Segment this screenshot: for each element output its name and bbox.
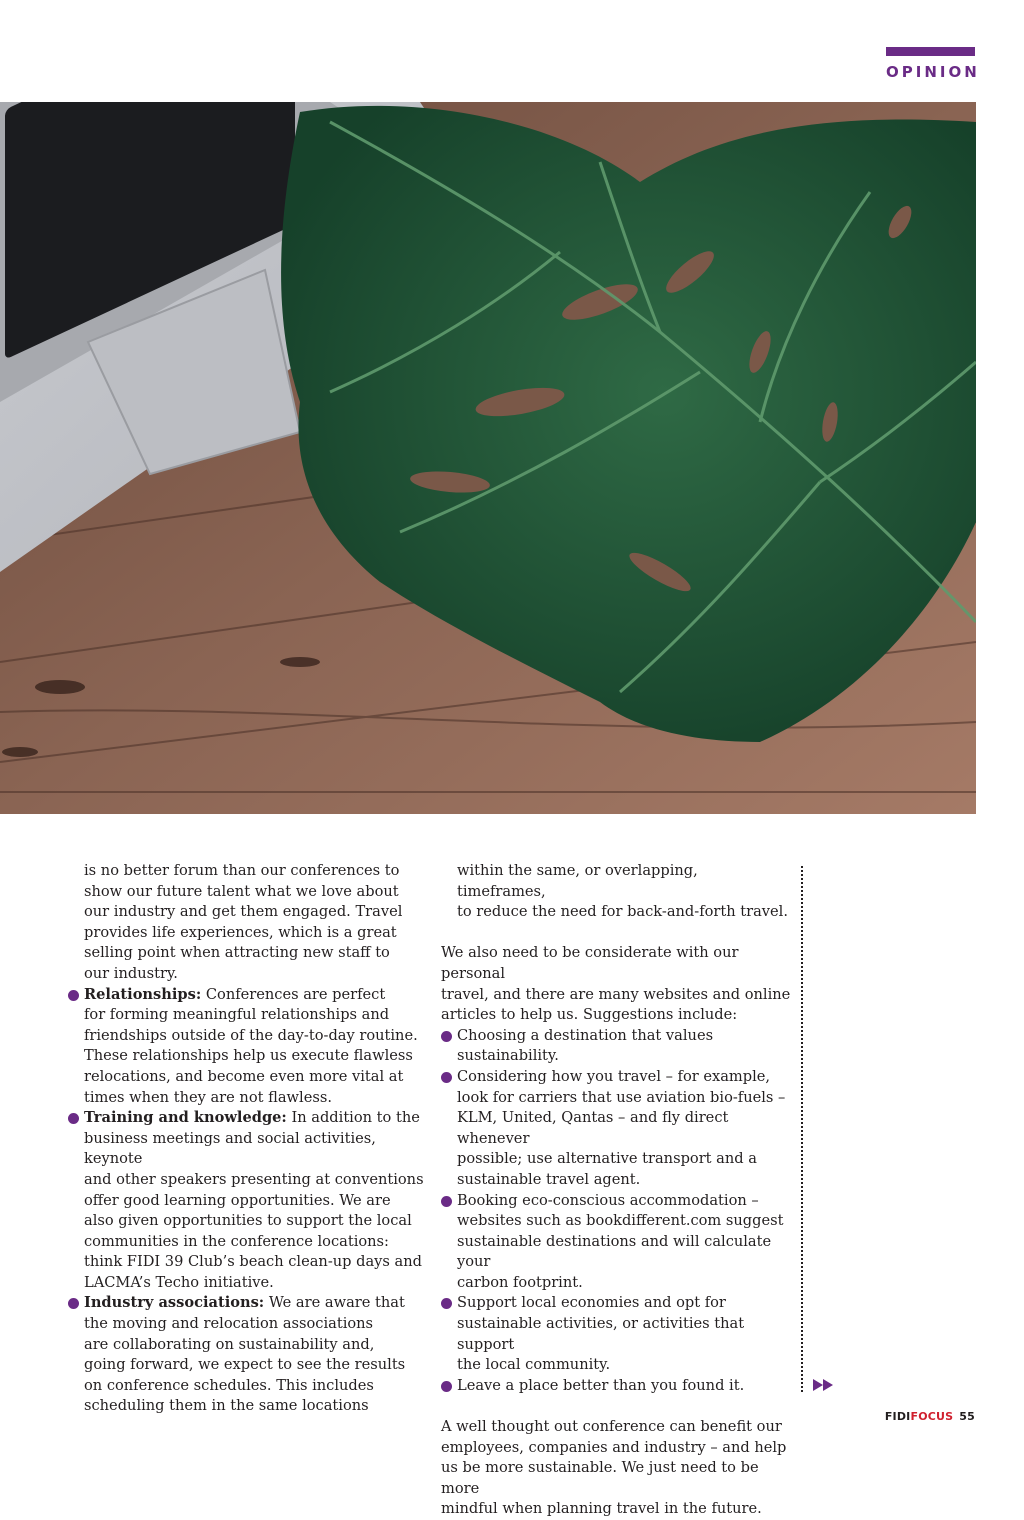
text-line: scheduling them in the same locations: [84, 1397, 369, 1415]
text-line: mindful when planning travel in the future.: [441, 1500, 762, 1518]
text-line: think FIDI 39 Club’s beach clean-up days and: [84, 1253, 422, 1271]
column-1: [84, 861, 424, 1417]
column-divider: [801, 866, 803, 1392]
text-line: our industry.: [84, 964, 178, 982]
brand-fidi: FIDI: [884, 1410, 911, 1423]
text-line: relocations, and become even more vital at: [84, 1067, 404, 1085]
text-line: us be more sustainable. We just need to be more: [441, 1459, 759, 1497]
text-line: We also need to be considerate with our personal: [441, 944, 739, 982]
text-line: going forward, we expect to see the results: [84, 1356, 406, 1374]
text-line: is no better forum than our conferences to: [84, 862, 400, 879]
text-line: on conference schedules. This includes: [84, 1376, 374, 1394]
text-line: Leave a place better than you found it.: [457, 1376, 745, 1394]
page-number: 55: [959, 1410, 975, 1423]
bullet-label: Training and knowledge:: [84, 1109, 287, 1127]
section-tag: OPINION: [886, 63, 980, 81]
continue-arrows-icon: [813, 1379, 833, 1391]
bullet-dot-icon: [441, 1196, 452, 1207]
text-line: sustainability.: [457, 1047, 559, 1065]
bullet-label: Industry associations:: [84, 1294, 265, 1312]
bullet-industry-associations: [68, 1293, 424, 1417]
text-line: business meetings and social activities, keynote: [84, 1129, 376, 1168]
bullet-training: [68, 1108, 424, 1293]
bullet-dot-icon: [68, 1298, 79, 1309]
text-line: friendships outside of the day-to-day routine.: [84, 1026, 418, 1044]
text-line: Support local economies and opt for: [457, 1294, 726, 1312]
suggestion-item: [441, 1191, 791, 1294]
column-2: [441, 861, 791, 1520]
bullet-dot-icon: [441, 1072, 452, 1083]
suggestion-item: [441, 1067, 791, 1191]
text-line: These relationships help us execute flawless: [84, 1047, 413, 1065]
text-line: the local community.: [457, 1356, 611, 1374]
bullet-label: Relationships:: [84, 985, 202, 1003]
text-line: show our future talent what we love about: [84, 882, 399, 900]
text-line: offer good learning opportunities. We are: [84, 1191, 391, 1209]
text-line: sustainable activities, or activities that support: [457, 1315, 745, 1353]
bullet-text: In addition to the: [286, 1109, 420, 1127]
bullet-text: We are aware that: [264, 1294, 405, 1312]
bullet-text: Conferences are perfect: [201, 985, 386, 1003]
suggestion-item: [441, 1293, 791, 1375]
text-line: sustainable travel agent.: [457, 1170, 641, 1188]
text-line: also given opportunities to support the local: [84, 1212, 412, 1230]
text-line: sustainable destinations and will calculate your: [457, 1232, 772, 1271]
text-line: articles to help us. Suggestions include:: [441, 1006, 738, 1024]
text-line: look for carriers that use aviation bio-fuels –: [457, 1088, 786, 1106]
text-line: possible; use alternative transport and a: [457, 1150, 757, 1168]
bullet-relationships: [68, 985, 424, 1109]
bullet-dot-icon: [68, 990, 79, 1001]
text-line: are collaborating on sustainability and,: [84, 1335, 375, 1353]
bullet-dot-icon: [441, 1031, 452, 1042]
text-line: travel, and there are many websites and online: [441, 985, 791, 1003]
page-footer: [885, 1410, 975, 1423]
section-tag-bar: [886, 47, 975, 56]
suggestion-item: [441, 1376, 791, 1397]
suggestion-item: [441, 1026, 791, 1067]
text-line: within the same, or overlapping, timeframes,: [457, 862, 698, 900]
text-line: selling point when attracting new staff to: [84, 944, 390, 962]
text-line: KLM, United, Qantas – and fly direct whenever: [457, 1109, 729, 1147]
text-line: and other speakers presenting at conventions: [84, 1170, 424, 1188]
hero-photo: [0, 102, 976, 814]
text-line: Booking eco-conscious accommodation –: [457, 1191, 759, 1209]
text-line: websites such as bookdifferent.com suggest: [457, 1212, 784, 1230]
bullet-dot-icon: [441, 1381, 452, 1392]
text-line: our industry and get them engaged. Travel: [84, 903, 403, 921]
text-line: employees, companies and industry – and help: [441, 1438, 787, 1456]
text-line: provides life experiences, which is a great: [84, 923, 397, 941]
text-line: Choosing a destination that values: [457, 1026, 714, 1044]
brand-focus: FOCUS: [910, 1410, 954, 1423]
text-line: times when they are not flawless.: [84, 1088, 332, 1106]
bullet-dot-icon: [441, 1298, 452, 1309]
bullet-dot-icon: [68, 1113, 79, 1124]
text-line: LACMA’s Techo initiative.: [84, 1273, 274, 1291]
text-line: the moving and relocation associations: [84, 1315, 374, 1333]
text-line: for forming meaningful relationships and: [84, 1006, 390, 1024]
text-line: communities in the conference locations:: [84, 1232, 389, 1250]
text-line: to reduce the need for back-and-forth travel.: [457, 903, 788, 921]
text-line: carbon footprint.: [457, 1273, 583, 1291]
text-line: A well thought out conference can benefit our: [441, 1418, 782, 1436]
text-line: Considering how you travel – for example,: [457, 1067, 771, 1085]
